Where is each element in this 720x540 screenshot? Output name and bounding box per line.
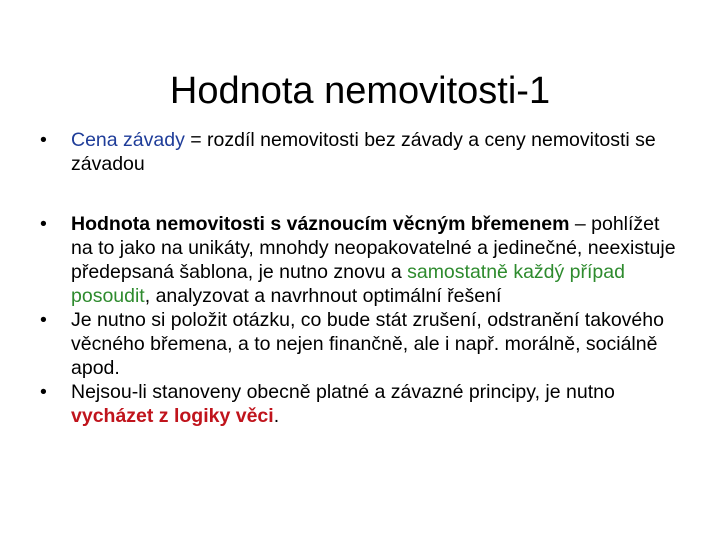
slide-title: Hodnota nemovitosti-1 (169, 70, 551, 113)
bullet-text: Je nutno si položit otázku, co bude stát zrušení, odstranění takového věcného břemena, a to nejen finančně, ale i např. morálně, sociálně apod. (71, 309, 664, 379)
highlight-posoudit: samostatně každý případ posoudit (71, 261, 625, 307)
bullet-text: = rozdíl nemovitosti bez závady a ceny nemovitosti se závadou (71, 129, 656, 175)
bullet-text: – pohlížet na to jako na unikáty, mnohdy neopakovatelné a jedinečné, neexistuje předepsaná šablona, je nutno znovu a (71, 213, 676, 283)
bullet-hodnota-nemovitosti (40, 212, 680, 308)
bullet-cena-zavady (40, 128, 680, 176)
term-hodnota-nemovitosti: Hodnota nemovitosti s váznoucím věcným břemenem (71, 213, 570, 235)
bullet-list (40, 128, 680, 428)
bullet-otazka (40, 308, 680, 380)
highlight-logika-veci: vycházet z logiky věci (71, 405, 274, 427)
term-cena-zavady: Cena závady (71, 129, 185, 151)
bullet-text: , analyzovat a navrhnout optimální řešení (144, 285, 502, 307)
bullet-text: Nejsou-li stanoveny obecně platné a závazné principy, je nutno (71, 381, 615, 403)
bullet-principy (40, 380, 680, 428)
bullet-text: . (273, 405, 280, 427)
